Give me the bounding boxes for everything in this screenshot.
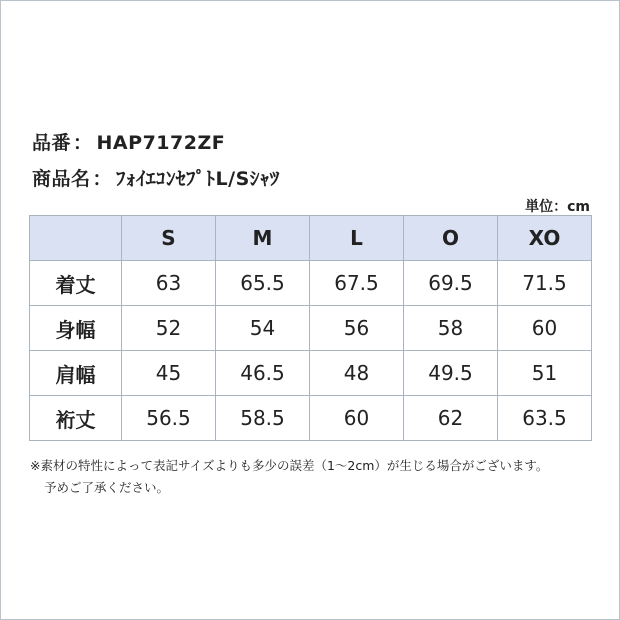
table-row (30, 306, 592, 351)
table-cell: 60 (310, 396, 404, 441)
product-name-value: ﾌｫｲｴｺﾝｾﾌﾟﾄL/Sｼｬﾂ (116, 168, 280, 190)
table-cell: 56.5 (122, 396, 216, 441)
table-cell: 62 (404, 396, 498, 441)
size-header-row (30, 216, 592, 261)
product-name-line (32, 164, 280, 191)
header-corner-cell (30, 216, 122, 261)
product-code-value: HAP7172ZF (96, 132, 226, 154)
table-cell: 69.5 (404, 261, 498, 306)
table-row (30, 261, 592, 306)
size-header-cell: L (310, 216, 404, 261)
table-cell: 67.5 (310, 261, 404, 306)
table-cell: 58 (404, 306, 498, 351)
row-label-cell: 裄丈 (30, 396, 122, 441)
table-row (30, 351, 592, 396)
table-cell: 45 (122, 351, 216, 396)
table-cell: 58.5 (216, 396, 310, 441)
table-cell: 52 (122, 306, 216, 351)
product-code-label: 品番 (32, 132, 72, 154)
product-code-line (32, 128, 225, 155)
product-name-separator: ： (92, 168, 113, 190)
table-cell: 49.5 (404, 351, 498, 396)
row-label-cell: 身幅 (30, 306, 122, 351)
table-cell: 51 (498, 351, 592, 396)
table-cell: 54 (216, 306, 310, 351)
table-cell: 46.5 (216, 351, 310, 396)
product-code-separator: ： (73, 132, 93, 154)
table-cell: 48 (310, 351, 404, 396)
size-header-cell: M (216, 216, 310, 261)
disclaimer-note: ※素材の特性によって表記サイズよりも多少の誤差（1～2cm）が生じる場合がございます。 (30, 458, 549, 473)
row-label-cell: 肩幅 (30, 351, 122, 396)
table-row (30, 396, 592, 441)
row-label-cell: 着丈 (30, 261, 122, 306)
table-cell: 56 (310, 306, 404, 351)
table-cell: 65.5 (216, 261, 310, 306)
table-cell: 63 (122, 261, 216, 306)
size-table (29, 215, 592, 441)
size-header-cell: O (404, 216, 498, 261)
size-header-cell: S (122, 216, 216, 261)
table-cell: 63.5 (498, 396, 592, 441)
disclaimer-note-continued: 予めご了承ください。 (44, 480, 170, 495)
product-name-label: 商品名 (32, 168, 91, 190)
table-cell: 71.5 (498, 261, 592, 306)
unit-label: 単位：cm (525, 199, 590, 215)
table-cell: 60 (498, 306, 592, 351)
size-header-cell: XO (498, 216, 592, 261)
